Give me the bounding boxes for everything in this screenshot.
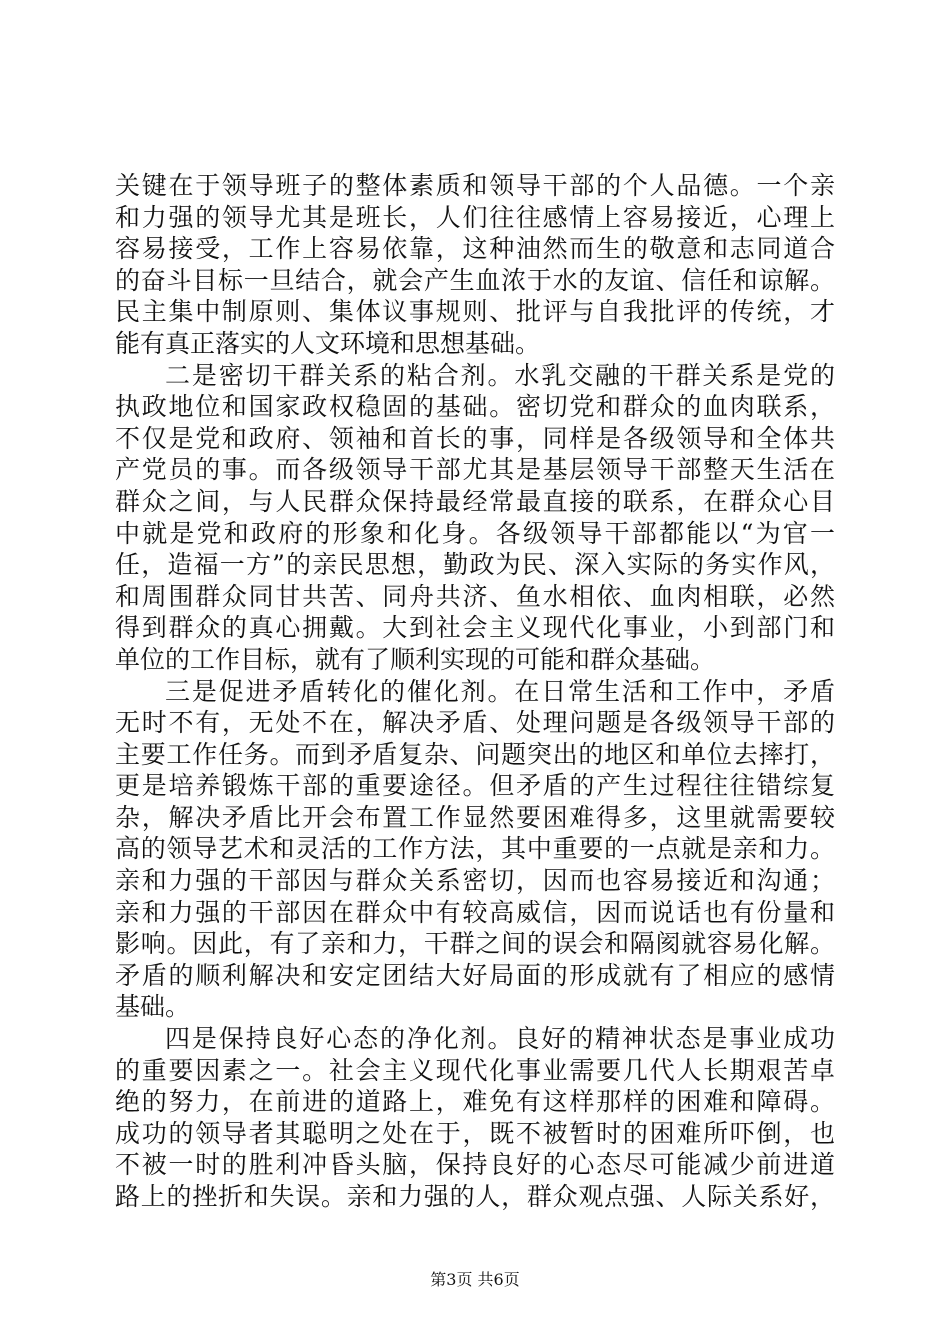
- text-line: 不被一时的胜利冲昏头脑，保持良好的心态尽可能减少前进道: [115, 1150, 835, 1180]
- text-line: 高的领导艺术和灵活的工作方法，其中重要的一点就是亲和力。: [115, 834, 835, 864]
- paragraph-first-line: 二是密切干群关系的粘合剂。水乳交融的干群关系是党的: [165, 360, 835, 390]
- text-line: 民主集中制原则、集体议事规则、批评与自我批评的传统，才: [115, 297, 835, 327]
- text-line: 容易接受，工作上容易依靠，这种油然而生的敬意和志同道合: [115, 234, 835, 264]
- text-line: 不仅是党和政府、领袖和首长的事，同样是各级领导和全体共: [115, 423, 835, 453]
- text-line: 矛盾的顺利解决和安定团结大好局面的形成就有了相应的感情: [115, 960, 835, 990]
- text-line: 得到群众的真心拥戴。大到社会主义现代化事业，小到部门和: [115, 613, 835, 643]
- text-line: 亲和力强的干部因在群众中有较高威信，因而说话也有份量和: [115, 897, 835, 927]
- text-line: 亲和力强的干部因与群众关系密切，因而也容易接近和沟通；: [115, 866, 835, 896]
- text-line: 执政地位和国家政权稳固的基础。密切党和群众的血肉联系，: [115, 392, 835, 422]
- text-line: 能有真正落实的人文环境和思想基础。: [115, 328, 541, 358]
- text-line: 基础。: [115, 992, 191, 1022]
- text-line: 的重要因素之一。社会主义现代化事业需要几代人长期艰苦卓: [115, 1055, 835, 1085]
- document-body: [115, 170, 835, 1213]
- text-line: 更是培养锻炼干部的重要途径。但矛盾的产生过程往往错综复: [115, 771, 835, 801]
- text-line: 无时不有，无处不在，解决矛盾、处理问题是各级领导干部的: [115, 708, 835, 738]
- text-line: 成功的领导者其聪明之处在于，既不被暂时的困难所吓倒，也: [115, 1118, 835, 1148]
- text-line: 和周围群众同甘共苦、同舟共济、鱼水相依、血肉相联，必然: [115, 581, 835, 611]
- text-line: 任，造福一方”的亲民思想，勤政为民、深入实际的务实作风，: [115, 550, 835, 580]
- text-line: 影响。因此，有了亲和力，干群之间的误会和隔阂就容易化解。: [115, 929, 835, 959]
- text-line: 的奋斗目标一旦结合，就会产生血浓于水的友谊、信任和谅解。: [115, 265, 835, 295]
- text-line: 绝的努力，在前进的道路上，难免有这样那样的困难和障碍。: [115, 1087, 835, 1117]
- text-line: 产党员的事。而各级领导干部尤其是基层领导干部整天生活在: [115, 455, 835, 485]
- text-line: 杂，解决矛盾比开会布置工作显然要困难得多，这里就需要较: [115, 802, 835, 832]
- page-footer: 第3页 共6页: [430, 1270, 520, 1289]
- text-line: 关键在于领导班子的整体素质和领导干部的个人品德。一个亲: [115, 171, 835, 200]
- text-line: 和力强的领导尤其是班长，人们往往感情上容易接近，心理上: [115, 202, 835, 232]
- text-line: 主要工作任务。而到矛盾复杂、问题突出的地区和单位去摔打，: [115, 739, 835, 769]
- paragraph-first-line: 四是保持良好心态的净化剂。良好的精神状态是事业成功: [165, 1024, 835, 1054]
- text-line: 路上的挫折和失误。亲和力强的人，群众观点强、人际关系好，: [115, 1182, 835, 1211]
- text-line: 中就是党和政府的形象和化身。各级领导干部都能以“为官一: [115, 518, 835, 548]
- text-line: 群众之间，与人民群众保持最经常最直接的联系，在群众心目: [115, 486, 835, 516]
- text-line: 单位的工作目标，就有了顺利实现的可能和群众基础。: [115, 644, 716, 674]
- paragraph-first-line: 三是促进矛盾转化的催化剂。在日常生活和工作中，矛盾: [165, 676, 835, 706]
